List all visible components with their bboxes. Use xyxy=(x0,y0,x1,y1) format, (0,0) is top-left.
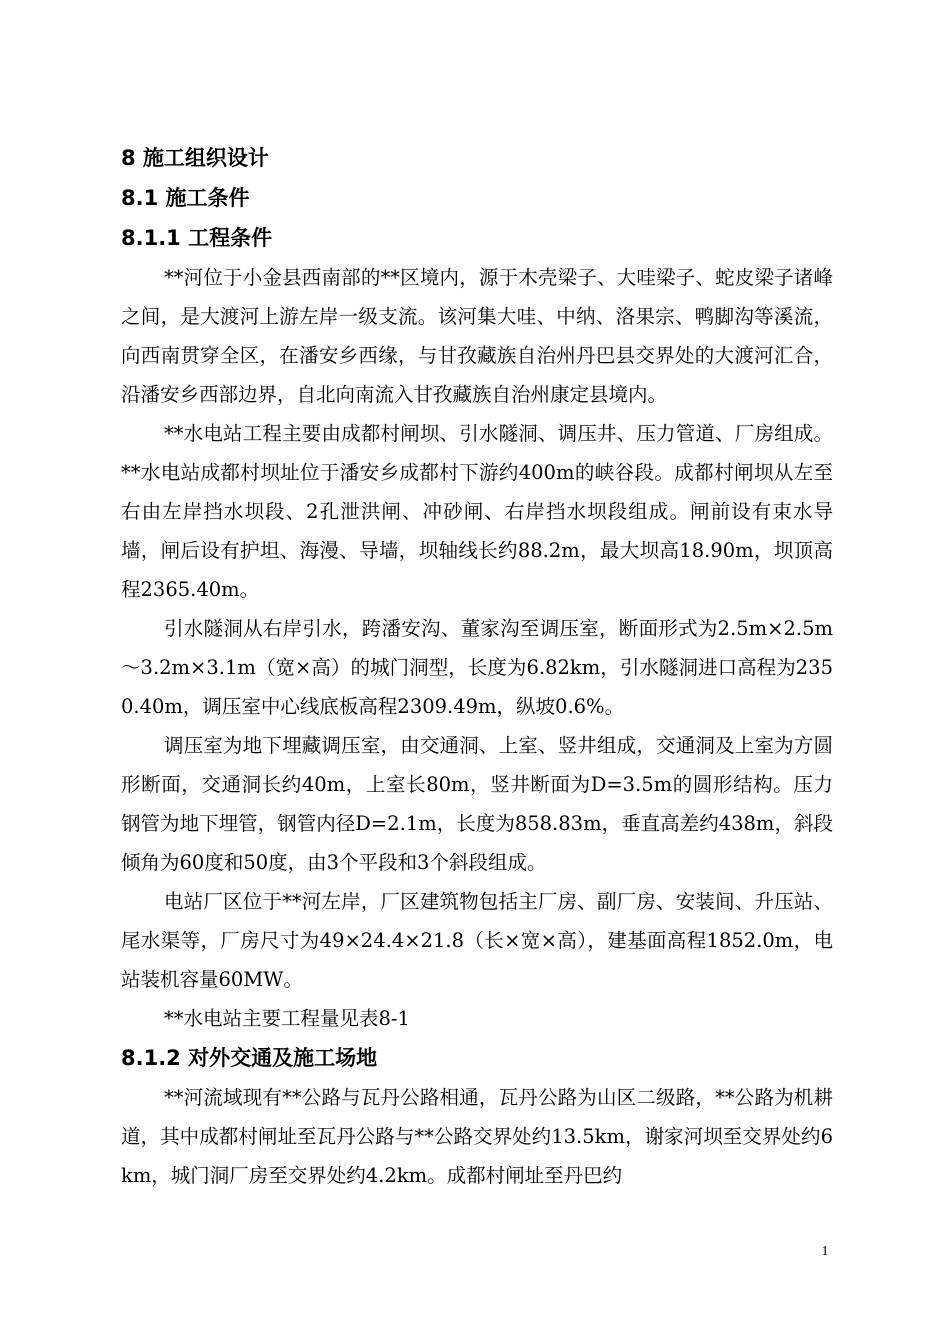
paragraph-external-traffic: **河流域现有**公路与瓦丹公路相通，瓦丹公路为山区二级路，**公路为机耕道，其中成都村闸址至瓦丹公路与**公路交界处约13.5km，谢家河坝至交界处约6km，城门洞厂房至交界处约4.2km。成都村闸址至丹巴约 xyxy=(121,1086,833,1187)
paragraph-surge-chamber: 调压室为地下埋藏调压室，由交通洞、上室、竖井组成，交通洞及上室为方圆形断面，交通洞长约40m，上室长80m，竖井断面为D=3.5m的圆形结构。压力钢管为地下埋管，钢管内径D=2.1m，长度为858.83m，垂直高差约438m，斜段倾角为60度和50度，由3个平段和3个斜段组成。 xyxy=(121,734,833,874)
section-heading: 8.1 施工条件 xyxy=(121,186,250,210)
subsection-heading-traffic-and-site: 8.1.2 对外交通及施工场地 xyxy=(121,1046,378,1070)
paragraph-quantities-reference: **水电站主要工程量见表8-1 xyxy=(164,1007,410,1030)
paragraph-diversion-tunnel: 引水隧洞从右岸引水，跨潘安沟、董家沟至调压室，断面形式为2.5m×2.5m～3.2m×3.1m（宽×高）的城门洞型，长度为6.82km，引水隧洞进口高程为2350.40m，调压室中心线底板高程2309.49m，纵坡0.6%。 xyxy=(121,617,833,718)
paragraph-powerhouse: 电站厂区位于**河左岸，厂区建筑物包括主厂房、副厂房、安装间、升压站、尾水渠等，厂房尺寸为49×24.4×21.8（长×宽×高），建基面高程1852.0m，电站装机容量60MW。 xyxy=(121,890,833,991)
paragraph-project-composition: **水电站工程主要由成都村闸坝、引水隧洞、调压井、压力管道、厂房组成。**水电站成都村坝址位于潘安乡成都村下游约400m的峡谷段。成都村闸坝从左至右由左岸挡水坝段、2孔泄洪闸、冲砂闸、右岸挡水坝段组成。闸前设有束水导墙，闸后设有护坦、海漫、导墙，坝轴线长约88.2m，最大坝高18.90m，坝顶高程2365.40m。 xyxy=(121,422,833,601)
document-page xyxy=(121,138,833,1195)
page-number: 1 xyxy=(821,1244,829,1259)
paragraph-river-overview: **河位于小金县西南部的**区境内，源于木壳梁子、大哇梁子、蛇皮梁子诸峰之间，是大渡河上游左岸一级支流。该河集大哇、中纳、洛果宗、鸭脚沟等溪流，向西南贯穿全区，在潘安乡西缘，与甘孜藏族自治州丹巴县交界处的大渡河汇合，沿潘安乡西部边界，自北向南流入甘孜藏族自治州康定县境内。 xyxy=(121,266,833,406)
subsection-heading-engineering-conditions: 8.1.1 工程条件 xyxy=(121,226,273,250)
chapter-heading: 8 施工组织设计 xyxy=(121,146,269,170)
